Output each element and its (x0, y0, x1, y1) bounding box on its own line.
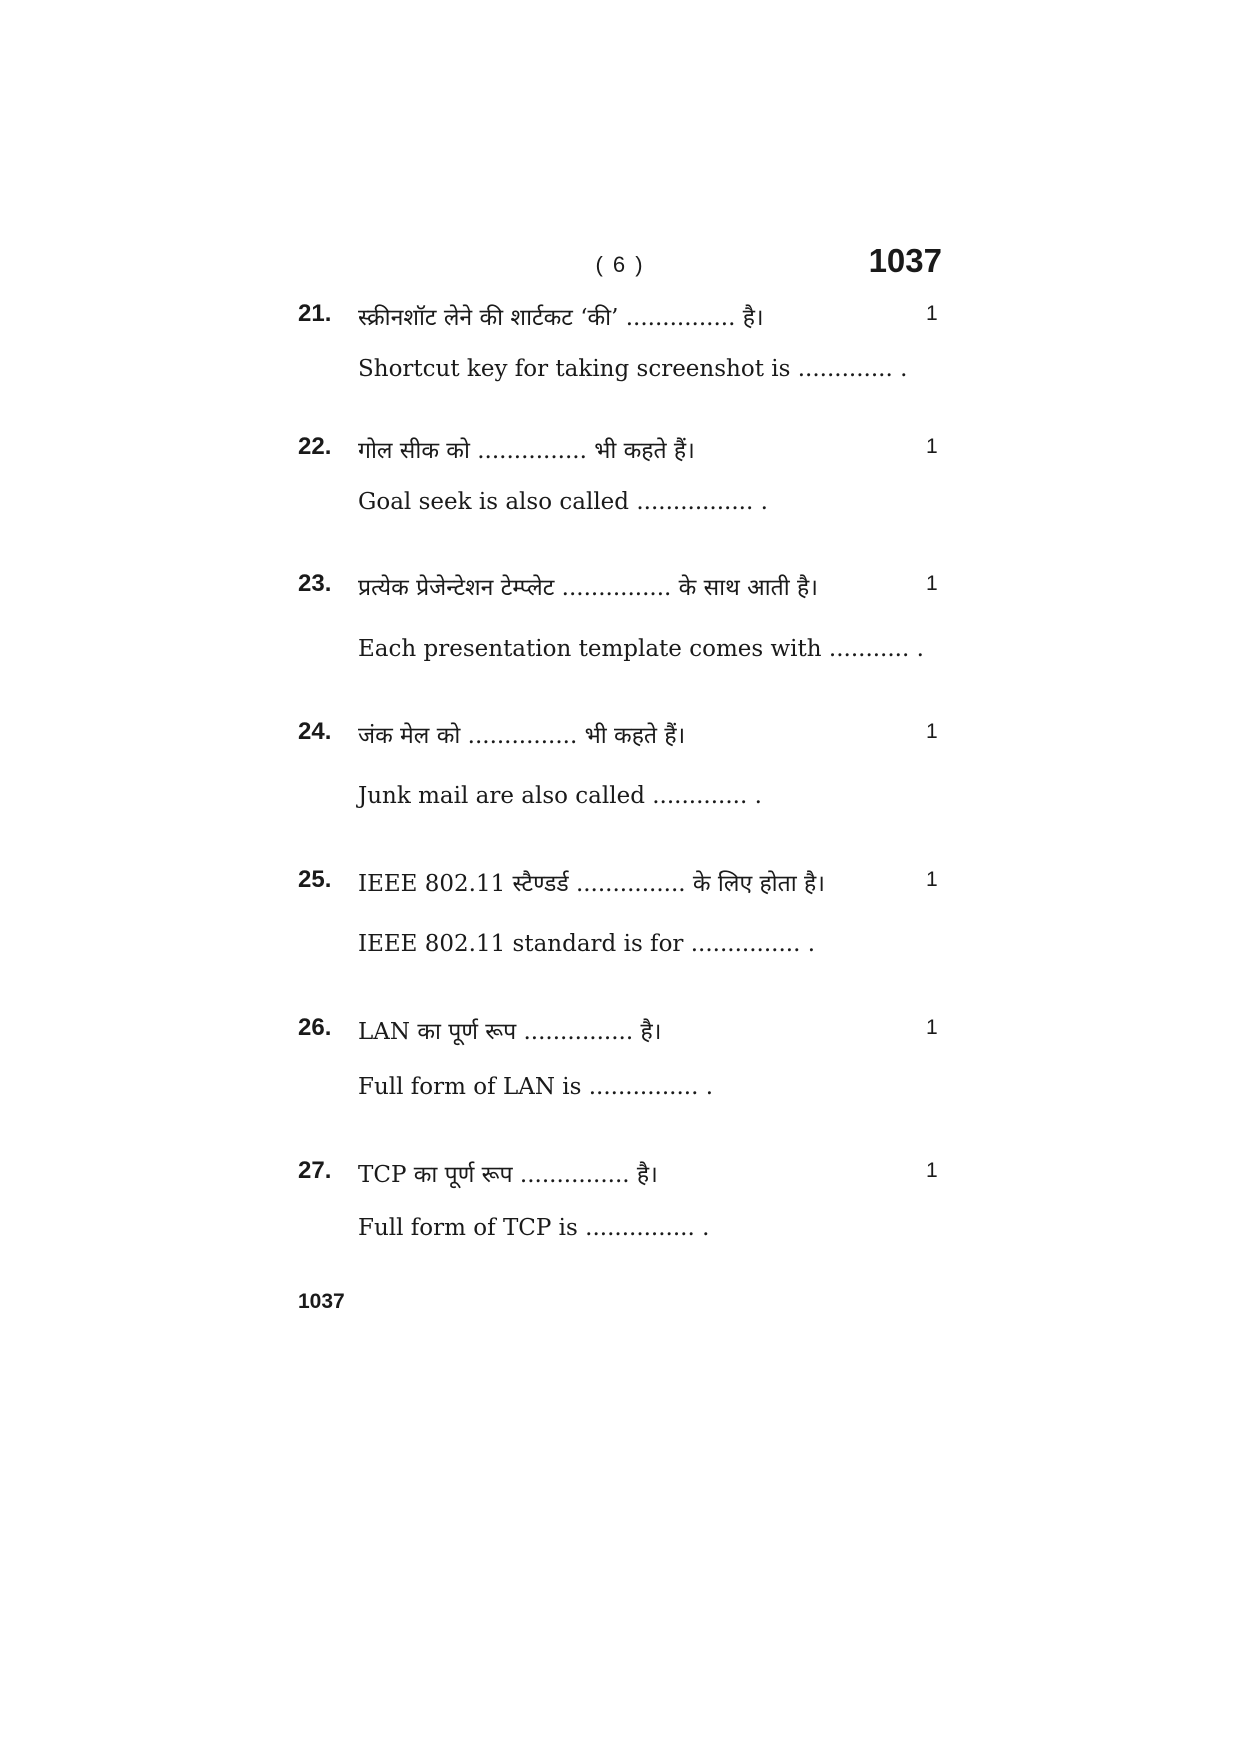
question-marks: 1 (926, 302, 938, 325)
question-marks: 1 (926, 720, 938, 743)
question-english-text: Shortcut key for taking screenshot is ............. . (358, 356, 908, 382)
question-hindi-text: प्रत्येक प्रेजेन्टेशन टेम्प्लेट ............... के साथ आती है। (358, 575, 818, 601)
question-marks: 1 (926, 868, 938, 891)
question-english-text: IEEE 802.11 standard is for ............... . (358, 931, 816, 957)
question-hindi-text: स्क्रीनशॉट लेने की शार्टकट ‘की’ ............... है। (358, 305, 764, 331)
question-english-text: Junk mail are also called ............. . (358, 783, 762, 809)
question-english-text: Each presentation template comes with ........... . (358, 636, 924, 662)
question-number: 27. (298, 1157, 332, 1184)
paper-code-header: 1037 (868, 242, 942, 279)
question-number: 21. (298, 300, 332, 327)
question-english-text: Full form of TCP is ............... . (358, 1215, 710, 1241)
question-hindi-text: TCP का पूर्ण रूप ............... है। (358, 1162, 658, 1188)
question-english-text: Full form of LAN is ............... . (358, 1074, 714, 1100)
question-marks: 1 (926, 572, 938, 595)
question-number: 26. (298, 1014, 332, 1041)
question-number: 22. (298, 433, 332, 460)
page-number: ( 6 ) (595, 252, 645, 277)
question-hindi-text: जंक मेल को ............... भी कहते हैं। (358, 723, 686, 749)
question-english-text: Goal seek is also called ................ . (358, 489, 768, 515)
question-marks: 1 (926, 1016, 938, 1039)
question-number: 23. (298, 570, 332, 597)
paper-code-footer: 1037 (298, 1290, 345, 1313)
question-hindi-text: IEEE 802.11 स्टैण्डर्ड ............... के लिए होता है। (358, 871, 825, 897)
question-marks: 1 (926, 435, 938, 458)
question-hindi-text: LAN का पूर्ण रूप ............... है। (358, 1019, 662, 1045)
question-marks: 1 (926, 1159, 938, 1182)
question-hindi-text: गोल सीक को ............... भी कहते हैं। (358, 438, 695, 464)
question-number: 24. (298, 718, 332, 745)
question-number: 25. (298, 866, 332, 893)
